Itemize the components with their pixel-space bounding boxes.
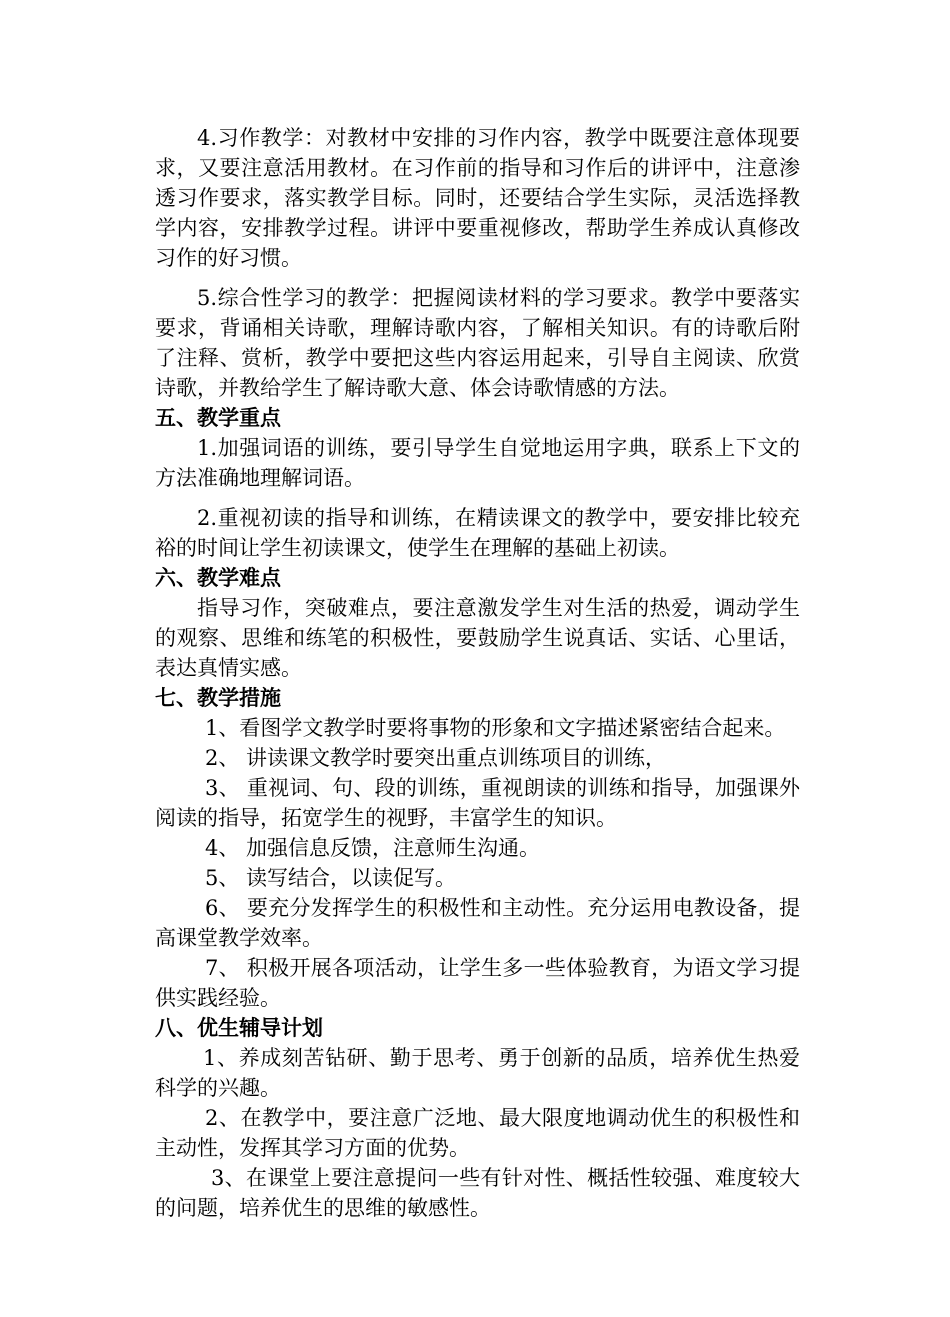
section-heading-key-points: 五、教学重点 (155, 406, 281, 430)
difficulty-paragraph: 指导习作，突破难点，要注意激发学生对生活的热爱，调动学生的观察、思维和练笔的积极性，要鼓励学生说真话、实话、心里话，表达真情实感。 (155, 596, 800, 680)
paragraph-comprehensive-learning: 5.综合性学习的教学：把握阅读材料的学习要求。教学中要落实要求，背诵相关诗歌，理解诗歌内容，了解相关知识。有的诗歌后附了注释、赏析，教学中要把这些内容运用起来，引导自主阅读、欣赏诗歌，并教给学生了解诗歌大意、体会诗歌情感的方法。 (155, 286, 800, 400)
measure-item: 7、 积极开展各项活动，让学生多一些体验教育，为语文学习提供实践经验。 (155, 956, 800, 1010)
measure-item: 6、 要充分发挥学生的积极性和主动性。充分运用电教设备，提高课堂教学效率。 (155, 896, 800, 950)
document-body (155, 123, 800, 1223)
measure-item: 5、 读写结合，以读促写。 (205, 866, 457, 890)
measure-item: 1、看图学文教学时要将事物的形象和文字描述紧密结合起来。 (205, 716, 786, 740)
section-heading-difficulties: 六、教学难点 (155, 566, 281, 590)
key-point-item: 1.加强词语的训练，要引导学生自觉地运用字典，联系上下文的方法准确地理解词语。 (155, 436, 800, 490)
measure-item: 3、 重视词、句、段的训练，重视朗读的训练和指导，加强课外阅读的指导，拓宽学生的视野，丰富学生的知识。 (155, 776, 800, 830)
section-heading-gifted-students: 八、优生辅导计划 (155, 1016, 323, 1040)
measure-item: 2、 讲读课文教学时要突出重点训练项目的训练， (205, 746, 667, 770)
section-heading-measures: 七、教学措施 (155, 686, 281, 710)
gifted-plan-item: 2、在教学中，要注意广泛地、最大限度地调动优生的积极性和主动性，发挥其学习方面的优势。 (155, 1106, 800, 1160)
gifted-plan-item: 1、养成刻苦钻研、勤于思考、勇于创新的品质，培养优生热爱科学的兴趣。 (155, 1046, 800, 1100)
gifted-plan-item: 3、在课堂上要注意提问一些有针对性、概括性较强、难度较大的问题，培养优生的思维的敏感性。 (155, 1166, 800, 1220)
paragraph-writing-teaching: 4.习作教学：对教材中安排的习作内容，教学中既要注意体现要求，又要注意活用教材。在习作前的指导和习作后的讲评中，注意渗透习作要求，落实教学目标。同时，还要结合学生实际，灵活选择教学内容，安排教学过程。讲评中要重视修改，帮助学生养成认真修改习作的好习惯。 (155, 126, 800, 270)
key-point-item: 2.重视初读的指导和训练，在精读课文的教学中，要安排比较充裕的时间让学生初读课文，使学生在理解的基础上初读。 (155, 506, 800, 560)
measure-item: 4、 加强信息反馈，注意师生沟通。 (205, 836, 541, 860)
